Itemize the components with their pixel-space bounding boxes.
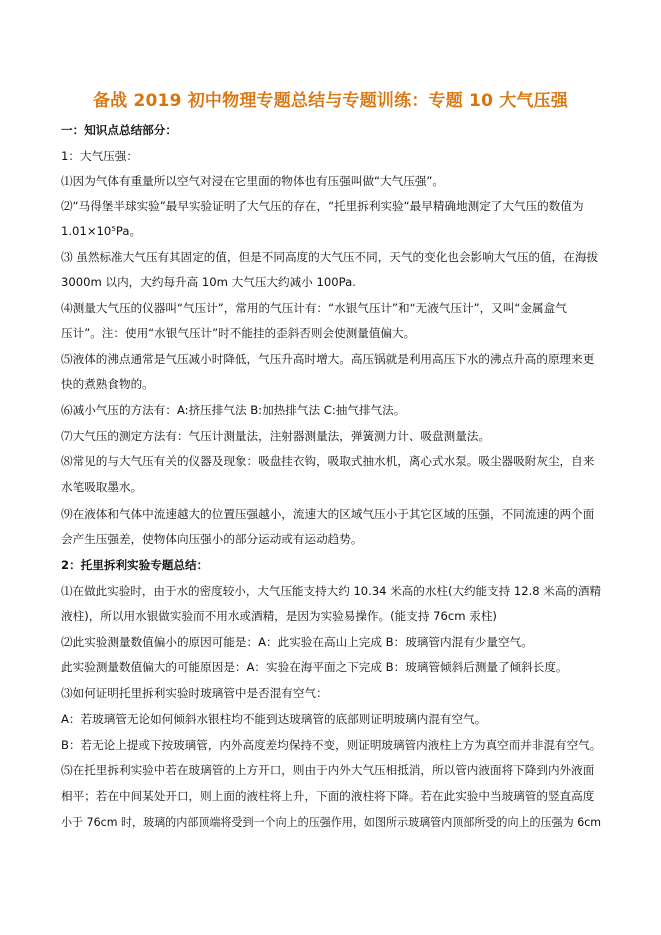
paragraph-8-line-2: 水笔吸取墨水。 xyxy=(61,480,143,494)
torricelli-point-5-line-1: ⑸在托里拆利实验中若在玻璃管的上方开口，则由于内外大气压相抵消，所以管内液面将下降到内外液面 xyxy=(61,763,595,777)
torricelli-point-2: ⑵此实验测量数值偏小的原因可能是：A：此实验在高山上完成 B：玻璃管内混有少量空气。 xyxy=(61,635,533,649)
torricelli-point-3-a: A：若玻璃管无论如何倾斜水银柱均不能到达玻璃管的底部则证明玻璃内混有空气。 xyxy=(61,712,487,726)
item-heading-pressure: 1：大气压强： xyxy=(61,149,138,163)
paragraph-7: ⑺大气压的测定方法有：气压计测量法，注射器测量法，弹簧测力计、吸盘测量法。 xyxy=(61,429,490,443)
paragraph-9-line-1: ⑼在液体和气体中流速越大的位置压强越小，流速大的区域气压小于其它区域的压强，不同流速的两个面 xyxy=(61,507,595,521)
paragraph-3-line-1: ⑶ 虽然标准大气压有其固定的值，但是不同高度的大气压不同，天气的变化也会影响大气压的值，在海拔 xyxy=(61,250,599,264)
section-heading-knowledge: 一：知识点总结部分： xyxy=(61,123,177,137)
paragraph-6: ⑹减小气压的方法有：A:挤压排气法 B:加热排气法 C:抽气排气法。 xyxy=(61,403,406,417)
paragraph-9-line-2: 会产生压强差，使物体向压强小的部分运动或有运动趋势。 xyxy=(61,532,363,546)
paragraph-1: ⑴因为气体有重量所以空气对浸在它里面的物体也有压强叫做“大气压强”。 xyxy=(61,174,445,188)
paragraph-4-line-1: ⑷测量大气压的仪器叫“气压计”，常用的气压计有：“水银气压计”和“无液气压计”，又叫“金属盒气 xyxy=(61,301,567,315)
paragraph-5-line-1: ⑸液体的沸点通常是气压减小时降低，气压升高时增大。高压锅就是利用高压下水的沸点升高的原理来更 xyxy=(61,352,595,366)
paragraph-5-line-2: 快的煮熟食物的。 xyxy=(61,377,154,391)
paragraph-4-line-2: 压计”。注：使用“水银气压计”时不能挂的歪斜否则会使测量值偏大。 xyxy=(61,326,416,340)
paragraph-8-line-1: ⑻常见的与大气压有关的仪器及现象：吸盘挂衣钩，吸取式抽水机，离心式水泵。吸尘器吸附灰尘，自来 xyxy=(61,454,595,468)
torricelli-point-2-extra: 此实验测量数值偏大的可能原因是：A：实验在海平面之下完成 B：玻璃管倾斜后测量了倾斜长度。 xyxy=(61,660,568,674)
torricelli-point-1-line-2: 液柱)，所以用水银做实验而不用水或酒精，是因为实验易操作。(能支持 76cm 汞柱) xyxy=(61,609,497,623)
section-heading-torricelli: 2：托里拆利实验专题总结： xyxy=(61,558,209,572)
torricelli-point-1-line-1: ⑴在做此实验时，由于水的密度较小，大气压能支持大约 10.34 米高的水柱(大约能支持 12.8 米高的酒精 xyxy=(61,584,602,598)
paragraph-2-line-2: 1.01×10⁵Pa。 xyxy=(61,224,142,238)
paragraph-2-line-1: ⑵“马得堡半球实验”最早实验证明了大气压的存在，“托里拆利实验“最早精确地测定了大气压的数值为 xyxy=(61,199,584,213)
torricelli-point-3: ⑶如何证明托里拆利实验时玻璃管中是否混有空气： xyxy=(61,686,328,700)
paragraph-3-line-2: 3000m 以内，大约每升高 10m 大气压大约减小 100Pa. xyxy=(61,275,356,289)
torricelli-point-5-line-3: 小于 76cm 时，玻璃的内部顶端将受到一个向上的压强作用，如图所示玻璃管内顶部所受的向上的压强为 6cm xyxy=(61,815,602,829)
torricelli-point-3-b: B：若无论上提或下按玻璃管，内外高度差均保持不变，则证明玻璃管内液柱上方为真空而并非混有空气。 xyxy=(61,738,602,752)
torricelli-point-5-line-2: 相平；若在中间某处开口，则上面的液柱将上升，下面的液柱将下降。若在此实验中当玻璃管的竖直高度 xyxy=(61,789,595,803)
page-title: 备战 2019 初中物理专题总结与专题训练：专题 10 大气压强 xyxy=(92,91,569,111)
